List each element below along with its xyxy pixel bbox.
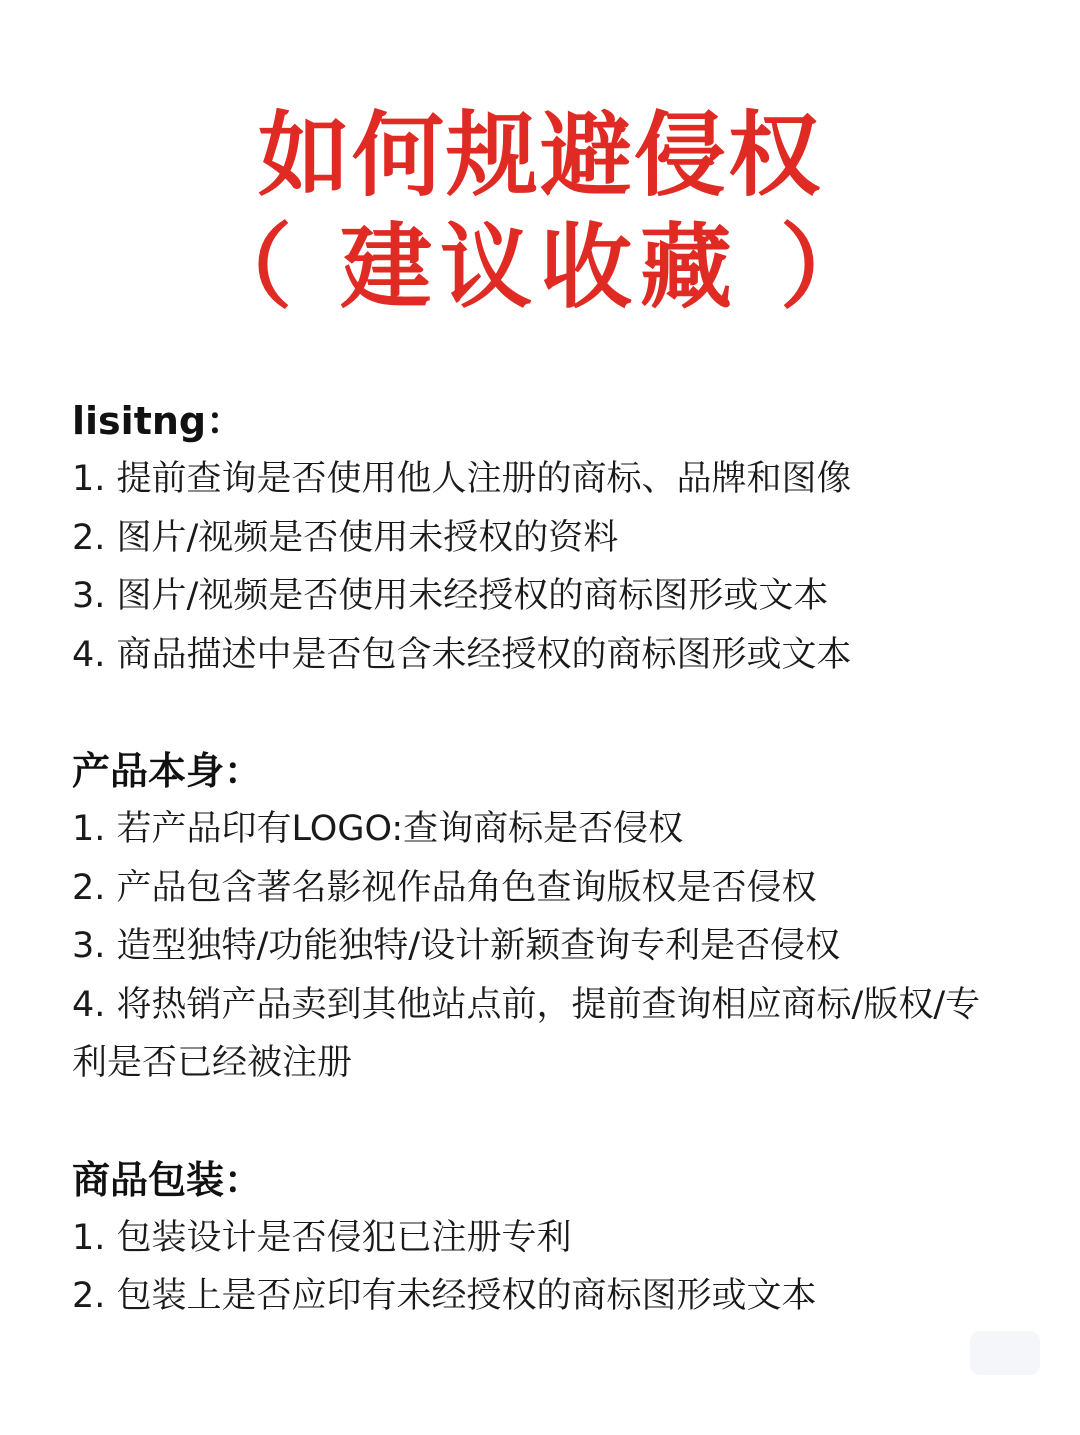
section-heading-packaging: 商品包装： — [72, 1157, 263, 1202]
section-product — [72, 742, 1012, 1093]
page-subtitle: （ 建议收藏 ） — [199, 214, 881, 321]
section-heading-product: 产品本身： — [72, 749, 263, 793]
list-item: 2. 包装上是否应印有未经授权的商标图形或文本 — [72, 1276, 817, 1316]
list-item: 1. 包装设计是否侵犯已注册专利 — [72, 1217, 572, 1258]
section-heading-listing: lisitng： — [72, 399, 245, 443]
list-item: 2. 图片/视频是否使用未授权的资料 — [72, 517, 619, 558]
list-item: 1. 若产品印有LOGO:查询商标是否侵权 — [72, 809, 684, 849]
page-title: 如何规避侵权 — [257, 102, 822, 209]
list-item: 4. 商品描述中是否包含未经授权的商标图形或文本 — [72, 634, 852, 675]
section-packaging — [72, 1151, 1012, 1326]
content — [72, 392, 1012, 1326]
list-item: 4. 将热销产品卖到其他站点前，提前查询相应商标/版权/专利是否已经被注册 — [72, 984, 981, 1083]
list-item: 1. 提前查询是否使用他人注册的商标、品牌和图像 — [72, 459, 852, 499]
list-item: 2. 产品包含著名影视作品角色查询版权是否侵权 — [72, 867, 817, 908]
title-block — [0, 100, 1080, 324]
list-item: 3. 造型独特/功能独特/设计新颖查询专利是否侵权 — [72, 926, 841, 966]
list-item: 3. 图片/视频是否使用未经授权的商标图形或文本 — [72, 576, 829, 616]
watermark-mark — [970, 1331, 1040, 1375]
section-listing — [72, 392, 1012, 684]
